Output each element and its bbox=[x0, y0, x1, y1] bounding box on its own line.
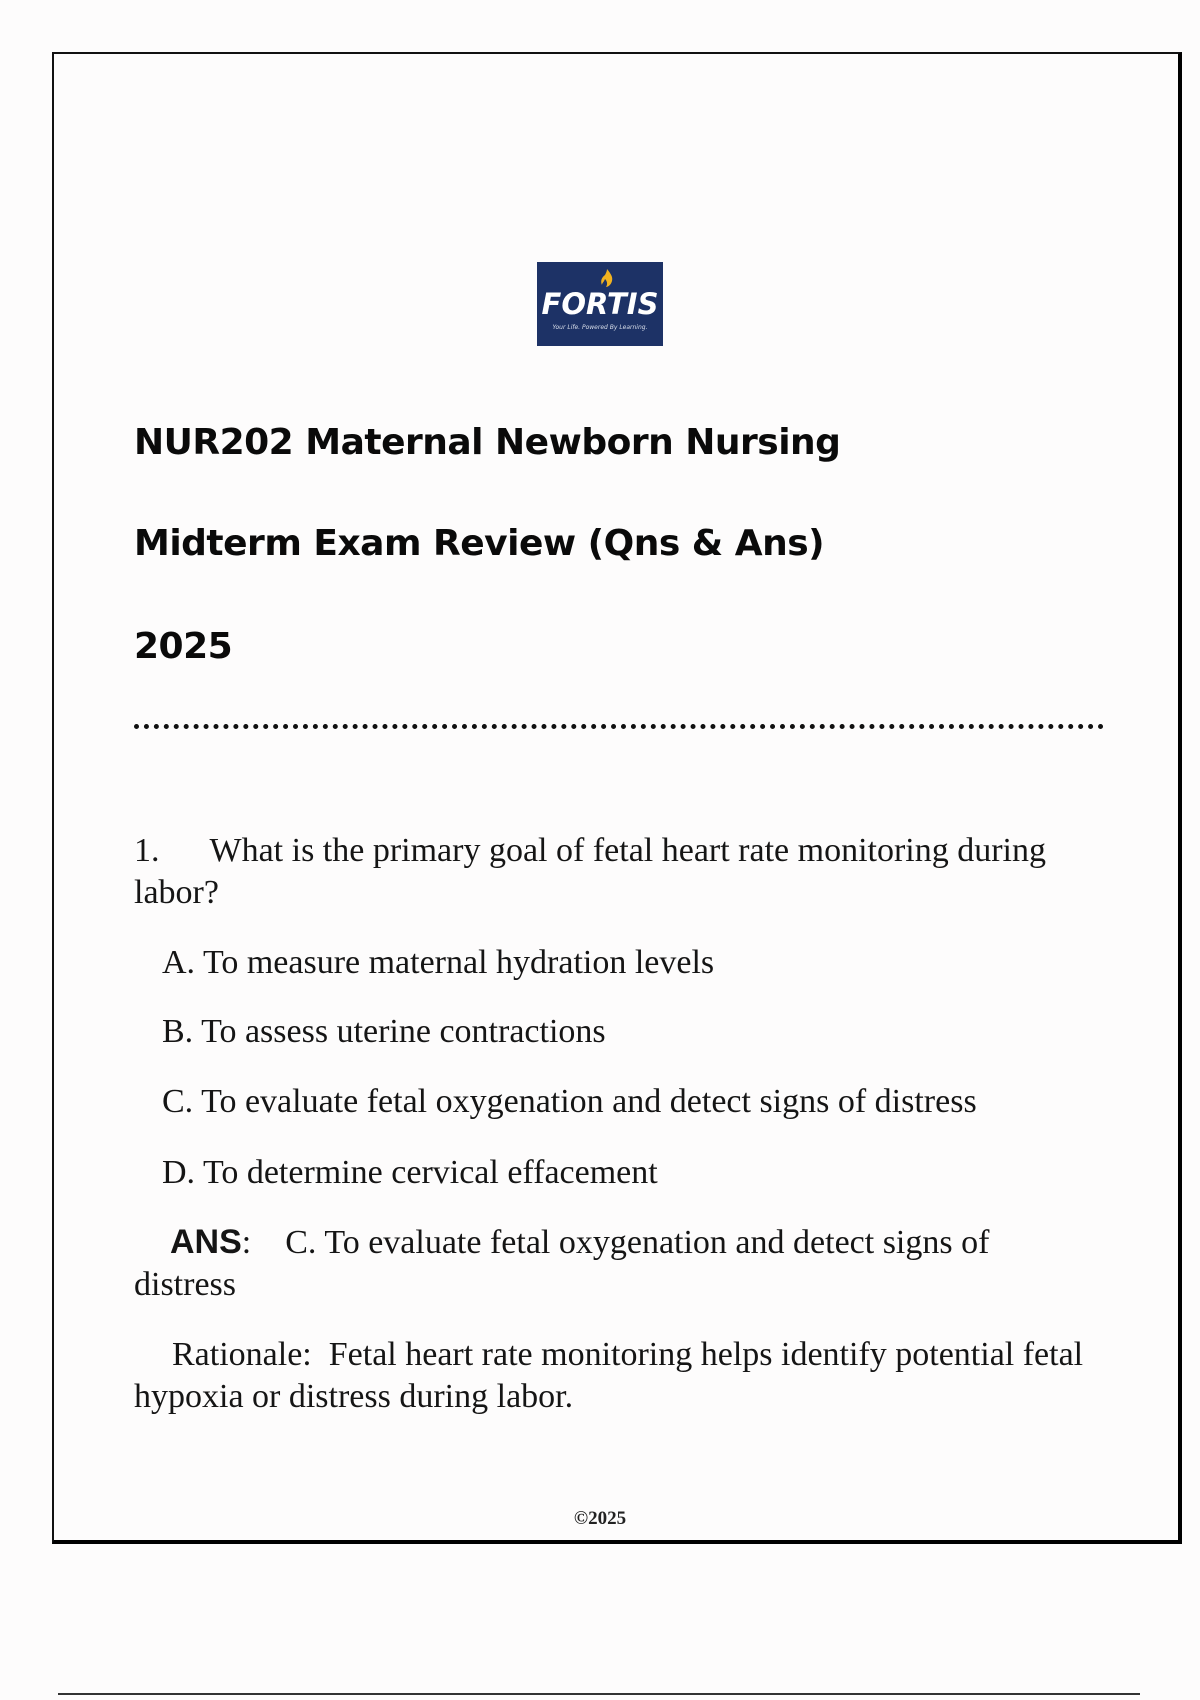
answer-label: ANS bbox=[170, 1223, 242, 1261]
answer-text: C. To evaluate fetal oxygenation and detect signs of distress bbox=[134, 1224, 990, 1303]
rationale-text: Fetal heart rate monitoring helps identify potential fetal hypoxia or distress during labor. bbox=[134, 1336, 1084, 1415]
logo-wordmark: FORTIS bbox=[541, 287, 659, 321]
dotted-divider bbox=[134, 724, 1104, 729]
answer-block: ANS: C. To evaluate fetal oxygenation and detect signs of distress bbox=[134, 1223, 990, 1303]
rationale-block bbox=[134, 1334, 1094, 1418]
copyright-footer: ©2025 bbox=[573, 1508, 627, 1529]
fortis-logo bbox=[537, 262, 663, 346]
question-text: What is the primary goal of fetal heart rate monitoring during labor? bbox=[134, 832, 1047, 911]
document-title-year: 2025 bbox=[134, 626, 233, 667]
option-b: B. To assess uterine contractions bbox=[162, 1013, 606, 1050]
bottom-rule bbox=[58, 1693, 1140, 1695]
question-stem bbox=[134, 830, 1094, 914]
document-title-line-1: NUR202 Maternal Newborn Nursing bbox=[134, 422, 841, 463]
option-d: D. To determine cervical effacement bbox=[162, 1154, 658, 1191]
flame-icon bbox=[600, 268, 614, 288]
document-title-line-2: Midterm Exam Review (Qns & Ans) bbox=[134, 523, 825, 564]
option-c: C. To evaluate fetal oxygenation and detect signs of distress bbox=[162, 1083, 977, 1120]
logo-tagline: Your Life. Powered By Learning. bbox=[552, 324, 648, 331]
option-a: A. To measure maternal hydration levels bbox=[162, 944, 715, 981]
question-number: 1. bbox=[134, 832, 160, 869]
rationale-label: Rationale: bbox=[172, 1336, 312, 1373]
